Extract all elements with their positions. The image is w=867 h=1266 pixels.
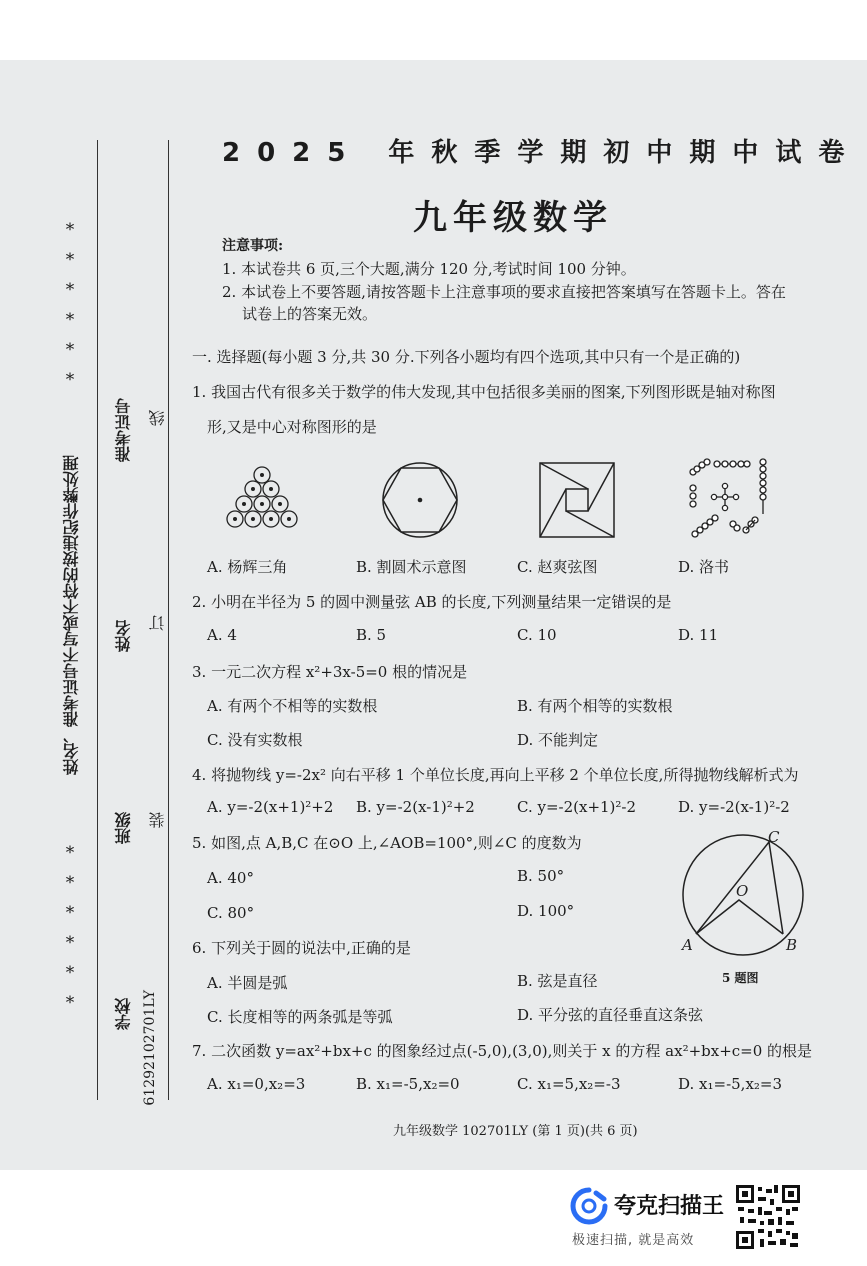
sidebar-name-label: 姓名 <box>114 620 133 652</box>
luoshu-figure <box>685 458 771 544</box>
q4-option-d[interactable]: D. y=-2(x-1)²-2 <box>678 798 790 816</box>
q6-stem: 6. 下列关于圆的说法中,正确的是 <box>192 939 411 957</box>
sidebar-zhuang-label: 装 <box>148 812 167 828</box>
page-footer: 九年级数学 102701LY (第 1 页)(共 6 页) <box>393 1124 638 1139</box>
q7-option-d[interactable]: D. x₁=-5,x₂=3 <box>678 1075 783 1093</box>
q5-label-b: B <box>786 936 798 954</box>
q3-option-c[interactable]: C. 没有实数根 <box>207 731 303 749</box>
star-column-top: * * * * * * <box>65 220 75 390</box>
q3-option-d[interactable]: D. 不能判定 <box>517 731 599 749</box>
notice-item-2: 2. 本试卷上不要答题,请按答题卡上注意事项的要求直接把答案填写在答题卡上。答在 <box>222 283 786 301</box>
q3-option-b[interactable]: B. 有两个相等的实数根 <box>517 697 673 715</box>
q1-option-b[interactable]: B. 割圆术示意图 <box>356 558 467 576</box>
q3-stem: 3. 一元二次方程 x²+3x-5=0 根的情况是 <box>192 663 468 681</box>
sidebar-exam-no-label: 准考证号 <box>114 398 133 462</box>
q7-option-b[interactable]: B. x₁=-5,x₂=0 <box>356 1075 460 1093</box>
section-heading: 一. 选择题(每小题 3 分,共 30 分.下列各小题均有四个选项,其中只有一个是正确的) <box>192 348 741 366</box>
sidebar-class-label: 班级 <box>114 812 133 844</box>
q5-label-c: C <box>768 830 780 846</box>
q5-stem: 5. 如图,点 A,B,C 在⊙O 上,∠AOB=100°,则∠C 的度数为 <box>192 834 582 852</box>
q2-option-c[interactable]: C. 10 <box>517 626 557 644</box>
yanghui-triangle-figure <box>220 466 304 536</box>
q5-circle-figure <box>676 830 811 960</box>
sidebar-school-label: 学校 <box>114 998 133 1030</box>
q5-option-d[interactable]: D. 100° <box>517 902 575 920</box>
q6-option-a[interactable]: A. 半圆是弧 <box>207 974 288 992</box>
subject-title: 九年级数学 <box>413 198 613 238</box>
exam-title: 2025 年秋季学期初中期中试卷 <box>222 138 862 168</box>
circle-cutting-figure <box>380 460 460 540</box>
q7-option-a[interactable]: A. x₁=0,x₂=3 <box>207 1075 306 1093</box>
q1-option-a[interactable]: A. 杨辉三角 <box>207 558 288 576</box>
q6-option-b[interactable]: B. 弦是直径 <box>517 972 598 990</box>
q3-option-a[interactable]: A. 有两个不相等的实数根 <box>207 697 378 715</box>
star-column-bottom: * * * * * * <box>65 843 75 1013</box>
q7-stem: 7. 二次函数 y=ax²+bx+c 的图象经过点(-5,0),(3,0),则关于 x 的方程 ax²+bx+c=0 的根是 <box>192 1042 813 1060</box>
sidebar-warning: 姓名、准考证号不写或不符的按违纪作弊处理 <box>62 455 81 775</box>
q5-option-b[interactable]: B. 50° <box>517 867 565 885</box>
scanner-brand <box>570 1183 860 1253</box>
q1-option-d[interactable]: D. 洛书 <box>678 558 730 576</box>
q5-option-c[interactable]: C. 80° <box>207 904 255 922</box>
q2-option-d[interactable]: D. 11 <box>678 626 719 644</box>
q1-stem-cont: 形,又是中心对称图形的是 <box>207 418 377 436</box>
q2-option-a[interactable]: A. 4 <box>207 626 237 644</box>
q7-option-c[interactable]: C. x₁=5,x₂=-3 <box>517 1075 621 1093</box>
q4-option-a[interactable]: A. y=-2(x+1)²+2 <box>207 798 334 816</box>
q4-option-c[interactable]: C. y=-2(x+1)²-2 <box>517 798 637 816</box>
q5-label-o: O <box>736 882 749 900</box>
q2-stem: 2. 小明在半径为 5 的圆中测量弦 AB 的长度,下列测量结果一定错误的是 <box>192 593 672 611</box>
q6-option-d[interactable]: D. 平分弦的直径垂直这条弦 <box>517 1006 704 1024</box>
q1-option-c[interactable]: C. 赵爽弦图 <box>517 558 598 576</box>
qr-code-icon <box>734 1183 802 1251</box>
brand-logo-icon <box>570 1187 608 1225</box>
q5-option-a[interactable]: A. 40° <box>207 869 254 887</box>
q5-figure-caption: 5 题图 <box>722 971 759 985</box>
q1-stem: 1. 我国古代有很多关于数学的伟大发现,其中包括很多美丽的图案,下列图形既是轴对称图 <box>192 383 776 401</box>
notice-item-2-cont: 试卷上的答案无效。 <box>242 305 378 323</box>
brand-name: 夸克扫描王 <box>614 1194 725 1219</box>
q5-label-a: A <box>682 936 693 954</box>
notice-heading: 注意事项: <box>222 238 284 254</box>
sidebar-line-label: 线 <box>148 410 167 426</box>
q4-stem: 4. 将抛物线 y=-2x² 向右平移 1 个单位长度,再向上平移 2 个单位长度,所得抛物线解析式为 <box>192 766 799 784</box>
sidebar-ding-label: 订 <box>148 615 167 631</box>
binding-line-outer <box>97 140 98 1100</box>
q6-option-c[interactable]: C. 长度相等的两条弧是等弧 <box>207 1008 393 1026</box>
q2-option-b[interactable]: B. 5 <box>356 626 387 644</box>
brand-slogan: 极速扫描, 就是高效 <box>572 1233 695 1248</box>
q4-option-b[interactable]: B. y=-2(x-1)²+2 <box>356 798 475 816</box>
notice-item-1: 1. 本试卷共 6 页,三个大题,满分 120 分,考试时间 100 分钟。 <box>222 260 636 278</box>
sidebar-code: 61292102701LY <box>142 990 158 1106</box>
zhao-shuang-figure <box>538 461 616 539</box>
